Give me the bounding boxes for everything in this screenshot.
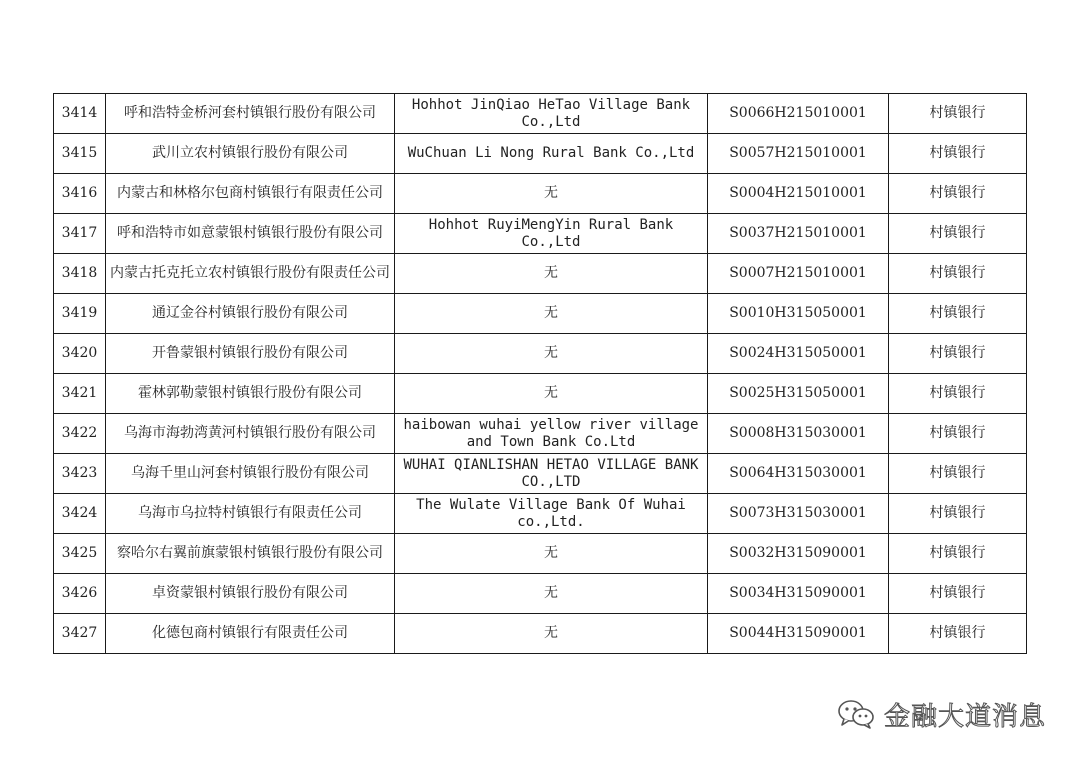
institution-type: 村镇银行 [889, 94, 1027, 134]
institution-code: S0066H215010001 [708, 94, 889, 134]
table-row [54, 174, 1027, 214]
bank-name-cn: 化德包商村镇银行有限责任公司 [106, 614, 395, 654]
table-row [54, 574, 1027, 614]
institution-code: S0025H315050001 [708, 374, 889, 414]
table-row [54, 374, 1027, 414]
bank-name-en: 无 [395, 374, 708, 414]
institution-code: S0064H315030001 [708, 454, 889, 494]
institution-code: S0024H315050001 [708, 334, 889, 374]
table-row [54, 94, 1027, 134]
bank-name-en: 无 [395, 254, 708, 294]
institution-code: S0034H315090001 [708, 574, 889, 614]
bank-name-cn: 乌海市海勃湾黄河村镇银行股份有限公司 [106, 414, 395, 454]
bank-name-en: 无 [395, 294, 708, 334]
institution-code: S0057H215010001 [708, 134, 889, 174]
bank-name-en: 无 [395, 174, 708, 214]
institution-code: S0004H215010001 [708, 174, 889, 214]
row-number: 3416 [54, 174, 106, 214]
bank-name-cn: 察哈尔右翼前旗蒙银村镇银行股份有限公司 [106, 534, 395, 574]
row-number: 3415 [54, 134, 106, 174]
watermark-text: 金融大道消息 [884, 701, 1047, 732]
table-row [54, 494, 1027, 534]
table-row [54, 294, 1027, 334]
bank-name-cn: 乌海市乌拉特村镇银行有限责任公司 [106, 494, 395, 534]
bank-name-cn: 呼和浩特市如意蒙银村镇银行股份有限公司 [106, 214, 395, 254]
institution-type: 村镇银行 [889, 254, 1027, 294]
table-row [54, 614, 1027, 654]
row-number: 3426 [54, 574, 106, 614]
table-row [54, 134, 1027, 174]
bank-name-en: WUHAI QIANLISHAN HETAO VILLAGE BANK CO.,LTD [395, 454, 708, 494]
bank-name-cn: 内蒙古和林格尔包商村镇银行有限责任公司 [106, 174, 395, 214]
table-row [54, 334, 1027, 374]
bank-name-en: Hohhot JinQiao HeTao Village Bank Co.,Ltd [395, 94, 708, 134]
row-number: 3419 [54, 294, 106, 334]
bank-name-cn: 通辽金谷村镇银行股份有限公司 [106, 294, 395, 334]
institution-type: 村镇银行 [889, 134, 1027, 174]
institution-type: 村镇银行 [889, 414, 1027, 454]
bank-name-cn: 武川立农村镇银行股份有限公司 [106, 134, 395, 174]
row-number: 3414 [54, 94, 106, 134]
bank-name-en: haibowan wuhai yellow river village and Town Bank Co.Ltd [395, 414, 708, 454]
bank-name-cn: 乌海千里山河套村镇银行股份有限公司 [106, 454, 395, 494]
bank-name-cn: 卓资蒙银村镇银行股份有限公司 [106, 574, 395, 614]
bank-name-en: The Wulate Village Bank Of Wuhai co.,Ltd. [395, 494, 708, 534]
bank-name-en: 无 [395, 334, 708, 374]
institution-type: 村镇银行 [889, 214, 1027, 254]
institution-type: 村镇银行 [889, 334, 1027, 374]
row-number: 3417 [54, 214, 106, 254]
row-number: 3424 [54, 494, 106, 534]
bank-list-body [54, 94, 1027, 654]
bank-name-cn: 呼和浩特金桥河套村镇银行股份有限公司 [106, 94, 395, 134]
institution-code: S0044H315090001 [708, 614, 889, 654]
institution-type: 村镇银行 [889, 294, 1027, 334]
bank-list-table [53, 93, 1027, 654]
institution-type: 村镇银行 [889, 374, 1027, 414]
bank-name-en: 无 [395, 534, 708, 574]
table-row [54, 454, 1027, 494]
institution-type: 村镇银行 [889, 494, 1027, 534]
institution-code: S0032H315090001 [708, 534, 889, 574]
row-number: 3422 [54, 414, 106, 454]
wechat-icon [836, 698, 876, 730]
bank-name-cn: 霍林郭勒蒙银村镇银行股份有限公司 [106, 374, 395, 414]
bank-name-cn: 开鲁蒙银村镇银行股份有限公司 [106, 334, 395, 374]
bank-name-en: 无 [395, 574, 708, 614]
row-number: 3418 [54, 254, 106, 294]
table-row [54, 214, 1027, 254]
table-row [54, 254, 1027, 294]
institution-code: S0008H315030001 [708, 414, 889, 454]
bank-name-en: Hohhot RuyiMengYin Rural Bank Co.,Ltd [395, 214, 708, 254]
institution-code: S0073H315030001 [708, 494, 889, 534]
institution-code: S0007H215010001 [708, 254, 889, 294]
table-row [54, 414, 1027, 454]
institution-type: 村镇银行 [889, 534, 1027, 574]
institution-code: S0010H315050001 [708, 294, 889, 334]
row-number: 3420 [54, 334, 106, 374]
row-number: 3427 [54, 614, 106, 654]
watermark [836, 697, 1046, 731]
row-number: 3421 [54, 374, 106, 414]
institution-type: 村镇银行 [889, 454, 1027, 494]
institution-type: 村镇银行 [889, 174, 1027, 214]
institution-code: S0037H215010001 [708, 214, 889, 254]
table-row [54, 534, 1027, 574]
row-number: 3423 [54, 454, 106, 494]
row-number: 3425 [54, 534, 106, 574]
bank-name-en: WuChuan Li Nong Rural Bank Co.,Ltd [395, 134, 708, 174]
institution-type: 村镇银行 [889, 574, 1027, 614]
bank-name-cn: 内蒙古托克托立农村镇银行股份有限责任公司 [106, 254, 395, 294]
institution-type: 村镇银行 [889, 614, 1027, 654]
bank-name-en: 无 [395, 614, 708, 654]
